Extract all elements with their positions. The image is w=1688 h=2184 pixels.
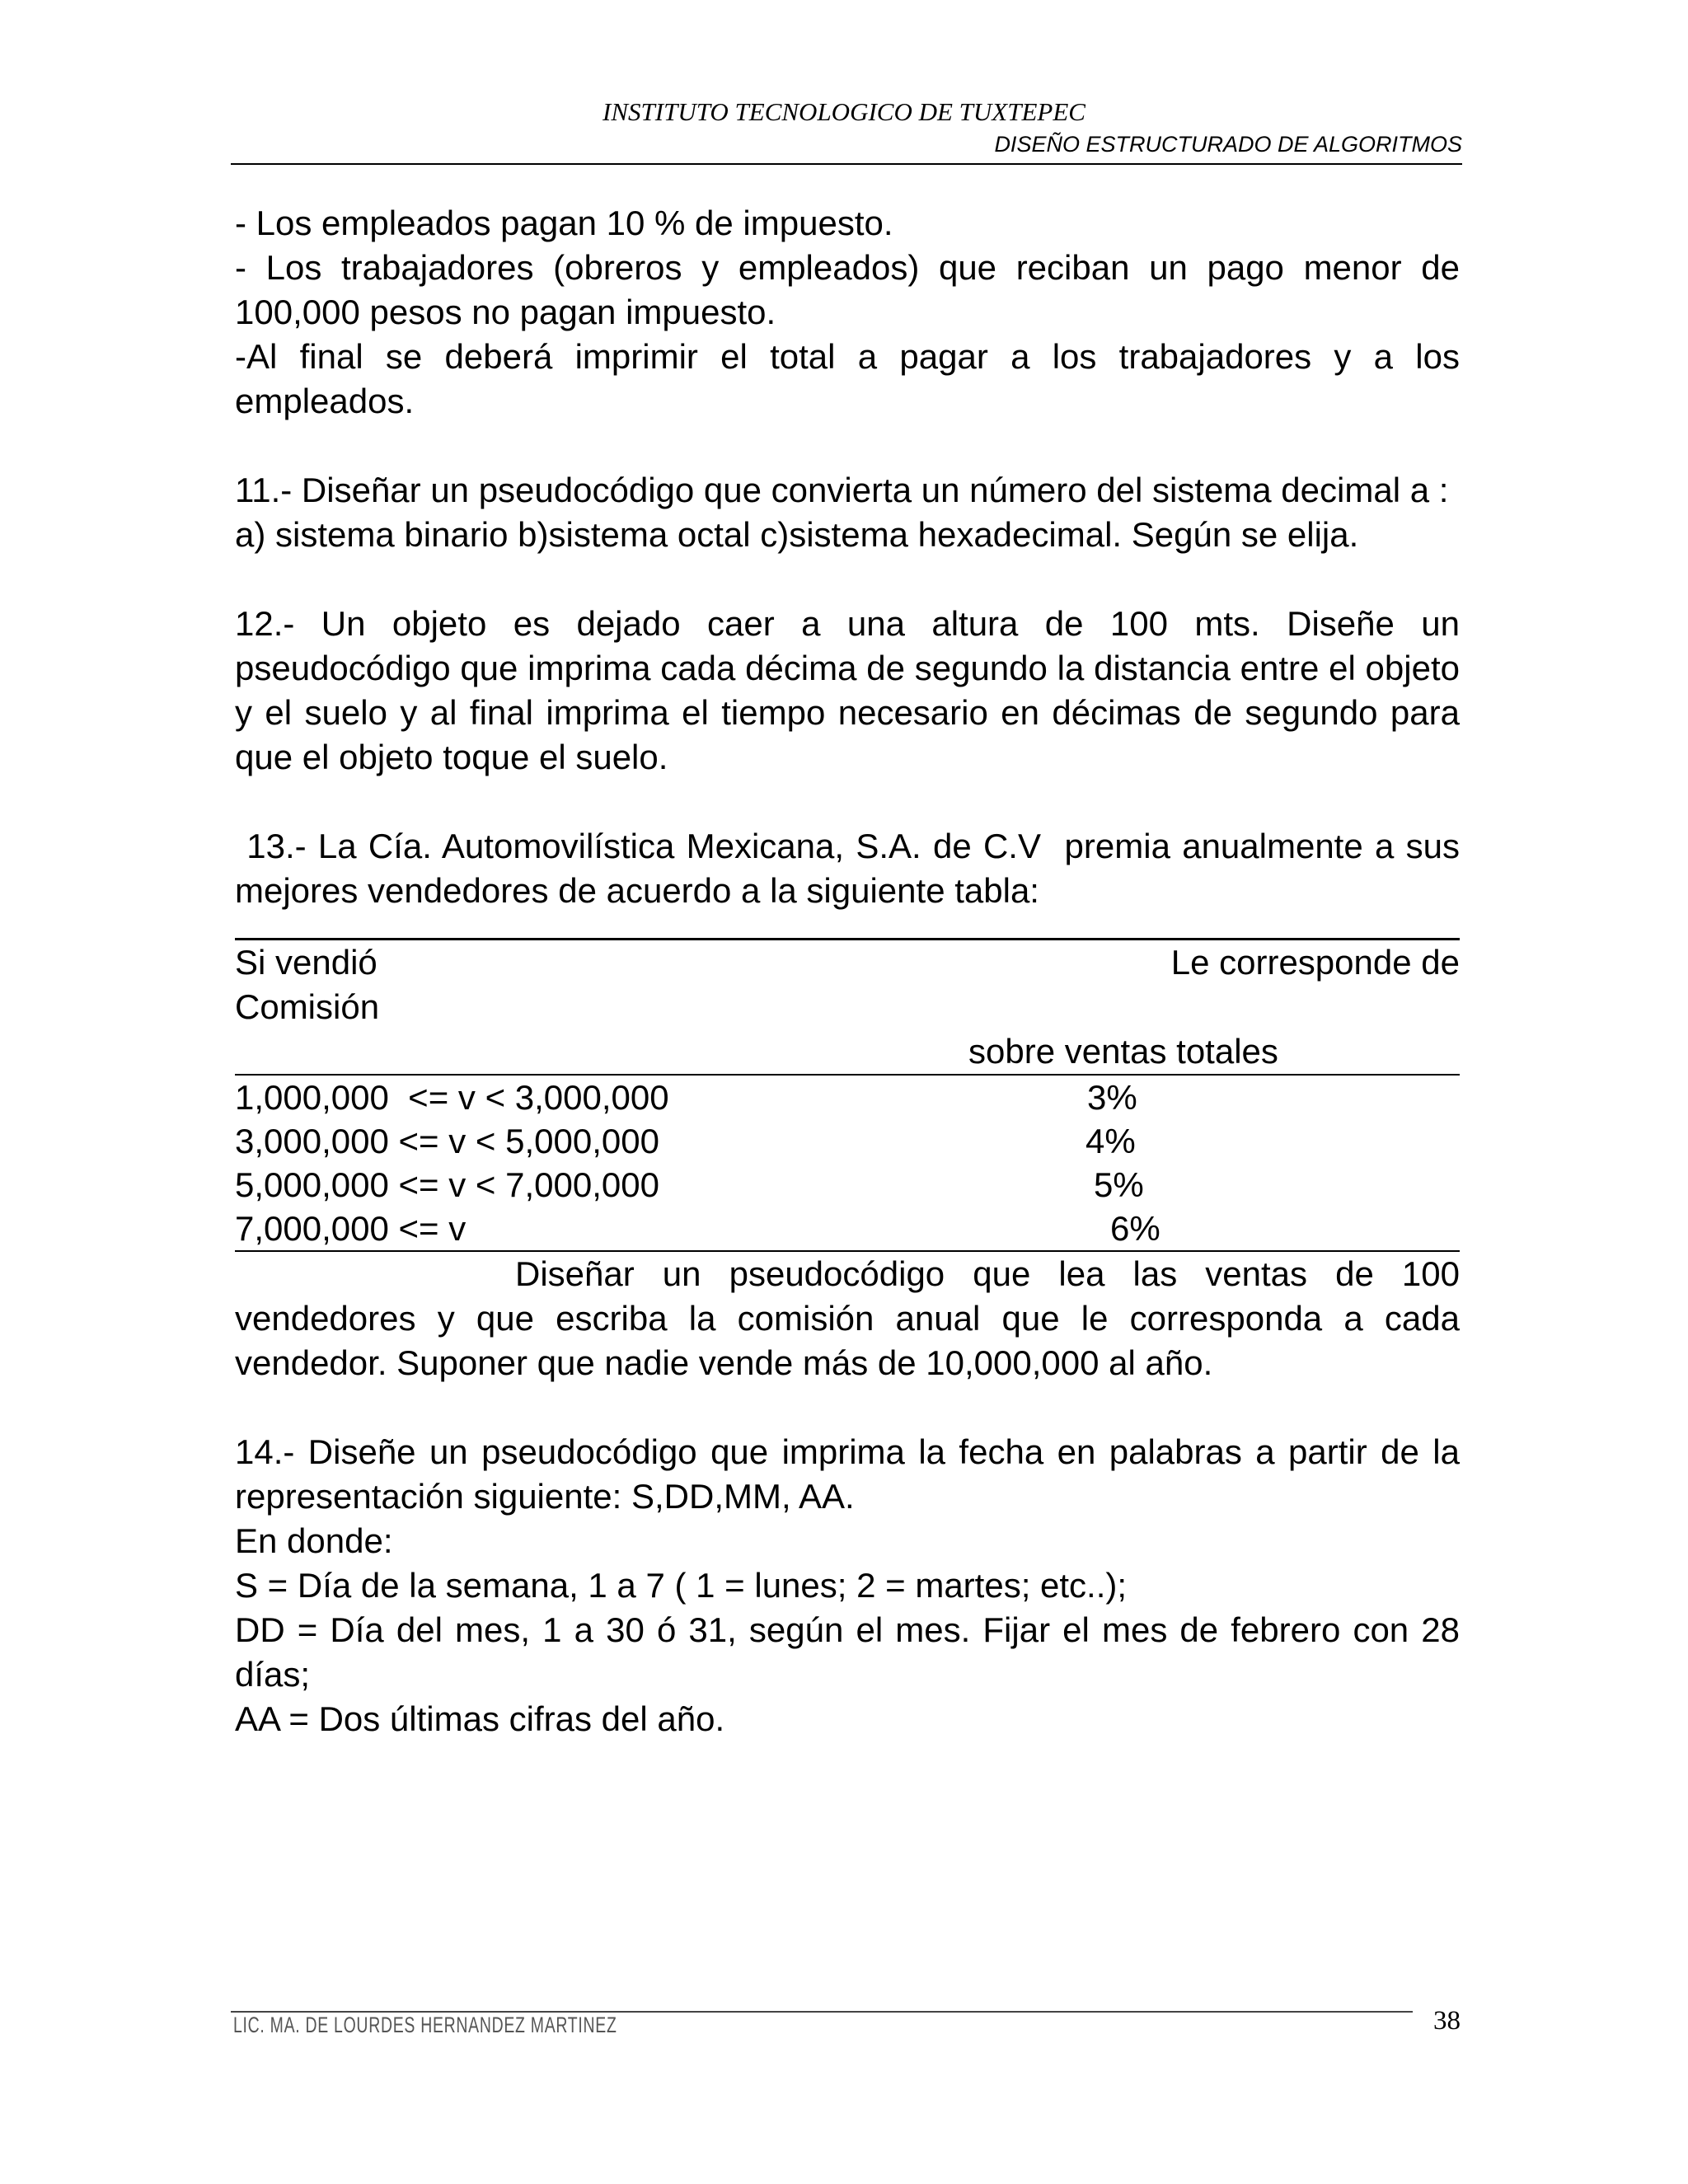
page-number: 38: [1433, 2006, 1461, 2036]
table-cell-range: 3,000,000 <= v < 5,000,000: [235, 1122, 659, 1160]
header-course-title: DISEÑO ESTRUCTURADO DE ALGORITMOS: [994, 132, 1462, 157]
problem-11-statement: 11.- Diseñar un pseudocódigo que convierta un número del sistema decimal a :: [235, 471, 1449, 509]
table-cell-range: 5,000,000 <= v < 7,000,000: [235, 1165, 659, 1204]
problem-12-statement: 12.- Un objeto es dejado caer a una altura de 100 mts. Diseñe un pseudocódigo que imprima cada décima de segundo la distancia entre el objeto y el suelo y al final imprima el tiempo necesario en décimas de segundo para que el objeto toque el suelo.: [235, 604, 1460, 776]
intro-line-3: -Al final se deberá imprimir el total a pagar a los trabajadores y a los empleados.: [235, 337, 1460, 420]
problem-14-year-def: AA = Dos últimas cifras del año.: [235, 1699, 725, 1738]
problem-13-intro: 13.- La Cía. Automovilística Mexicana, S.A. de C.V premia anualmente a sus mejores vendedores de acuerdo a la siguiente tabla:: [235, 827, 1470, 910]
table-row: [235, 1119, 1460, 1163]
commission-table-header: [235, 940, 1460, 985]
problem-11-options: a) sistema binario b)sistema octal c)sistema hexadecimal. Según se elija.: [235, 515, 1359, 554]
commission-table: [235, 940, 1460, 1252]
table-header-commission-sub: sobre ventas totales: [968, 1032, 1278, 1071]
problem-14-statement: 14.- Diseñe un pseudocódigo que imprima la fecha en palabras a partir de la representación siguiente: S,DD,MM, AA.: [235, 1432, 1460, 1516]
table-cell-range: 7,000,000 <= v: [235, 1209, 467, 1248]
table-cell-rate: 4%: [1085, 1122, 1136, 1160]
table-cell-rate: 3%: [1087, 1078, 1137, 1117]
table-header-commission: Le corresponde de: [1170, 943, 1460, 982]
problem-14-weekday-def: S = Día de la semana, 1 a 7 ( 1 = lunes; 2 = martes; etc..);: [235, 1566, 1128, 1605]
footer-author: LIC. MA. DE LOURDES HERNANDEZ MARTINEZ: [233, 2013, 617, 2037]
table-row: [235, 1207, 1460, 1250]
page-content: [235, 201, 1470, 1741]
table-row: [235, 1163, 1460, 1207]
problem-14-where: En donde:: [235, 1521, 393, 1560]
table-row: [235, 1076, 1460, 1119]
intro-line-2: - Los trabajadores (obreros y empleados) que reciban un pago menor de 100,000 pesos no pagan impuesto.: [235, 248, 1460, 331]
header-institution: INSTITUTO TECNOLOGICO DE TUXTEPEC: [603, 97, 1085, 126]
table-cell-rate: 5%: [1094, 1165, 1144, 1204]
header-divider: [231, 163, 1462, 165]
table-cell-rate: 6%: [1110, 1209, 1160, 1248]
problem-13-statement: Diseñar un pseudocódigo que lea las ventas de 100 vendedores y que escriba la comisión anual que le corresponda a cada vendedor. Suponer que nadie vende más de 10,000,000 al año.: [235, 1254, 1460, 1382]
table-header-commission-cont: Comisión: [235, 987, 380, 1026]
problem-14-day-def: DD = Día del mes, 1 a 30 ó 31, según el mes. Fijar el mes de febrero con 28 días;: [235, 1610, 1460, 1694]
table-header-sales: Si vendió: [235, 943, 377, 982]
intro-line-1: - Los empleados pagan 10 % de impuesto.: [235, 204, 893, 242]
table-cell-range: 1,000,000 <= v < 3,000,000: [235, 1078, 669, 1117]
